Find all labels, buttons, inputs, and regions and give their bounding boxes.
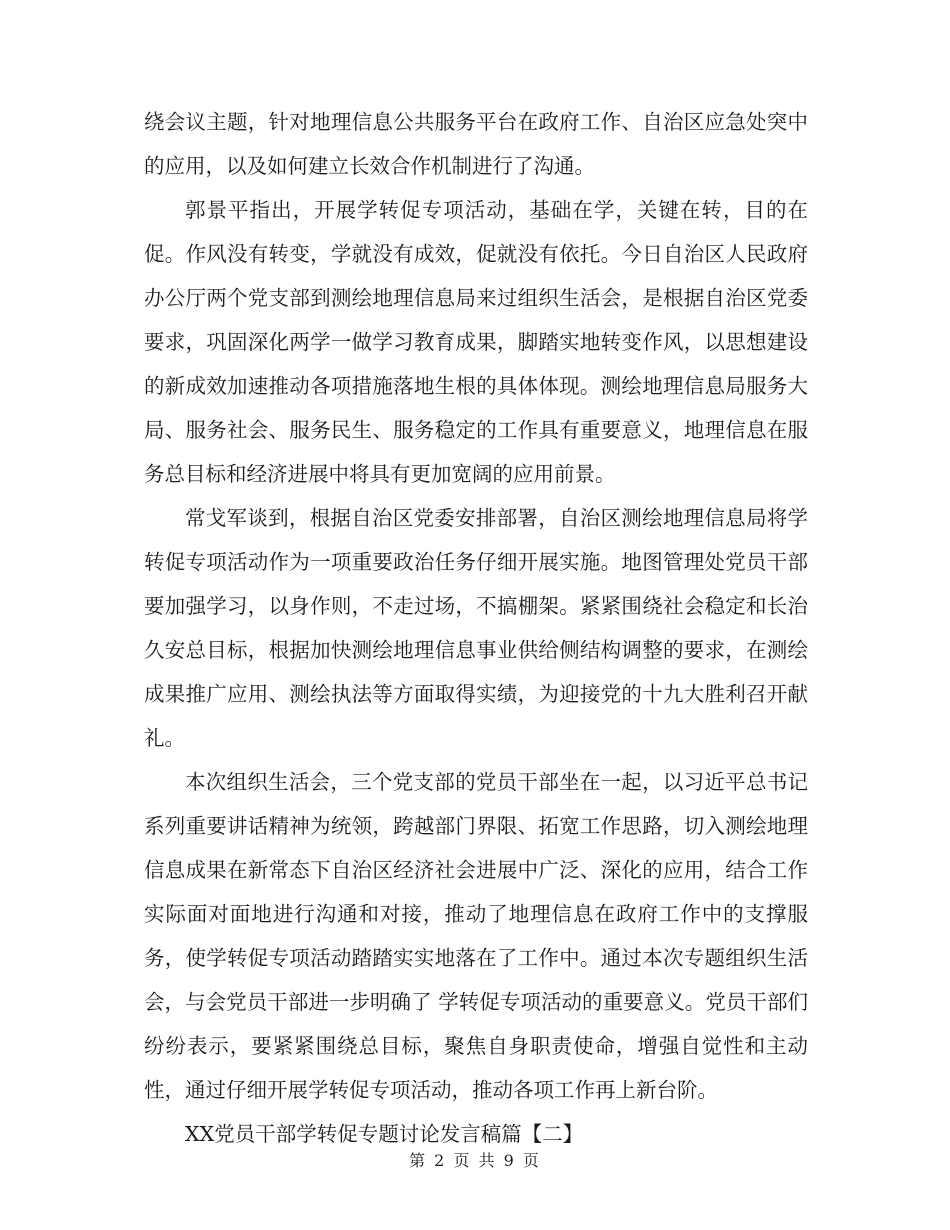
paragraph-continuation: 绕会议主题，针对地理信息公共服务平台在政府工作、自治区应急处突中的应用，以及如何建立长效合作机制进行了沟通。 xyxy=(144,110,808,178)
section-heading: XX党员干部学转促专题讨论发言稿篇【二】 xyxy=(185,1122,584,1146)
paragraph-meeting-summary: 本次组织生活会，三个党支部的党员干部坐在一起，以习近平总书记系列重要讲话精神为统领，跨越部门界限、拓宽工作思路，切入测绘地理信息成果在新常态下自治区经济社会进展中广泛、深化的应用，结合工作实际面对面地进行沟通和对接，推动了地理信息在政府工作中的支撑服务，使学转促专项活动踏踏实实地落在了工作中。通过本次专题组织生活会，与会党员干部进一步明确了 学转促专项活动的重要意义。党员干部们纷纷表示，要紧紧围绕总目标，聚焦自身职责使命，增强自觉性和主动性，通过仔细开展学转促专项活动，推动各项工作再上新台阶。 xyxy=(144,770,808,1102)
page-footer: 第 2 页 共 9 页 xyxy=(409,1151,541,1170)
paragraph-guo-jingping: 郭景平指出，开展学转促专项活动，基础在学，关键在转，目的在促。作风没有转变，学就没有成效，促就没有依托。今日自治区人民政府办公厅两个党支部到测绘地理信息局来过组织生活会，是根据自治区党委要求，巩固深化两学一做学习教育成果，脚踏实地转变作风，以思想建设的新成效加速推动各项措施落地生根的具体体现。测绘地理信息局服务大局、服务社会、服务民生、服务稳定的工作具有重要意义，地理信息在服务总目标和经济进展中将具有更加宽阔的应用前景。 xyxy=(144,198,808,486)
document-body xyxy=(144,100,808,1156)
paragraph-chang-gejun: 常戈军谈到，根据自治区党委安排部署，自治区测绘地理信息局将学转促专项活动作为一项重要政治任务仔细开展实施。地图管理处党员干部要加强学习，以身作则，不走过场，不搞棚架。紧紧围绕社会稳定和长治久安总目标，根据加快测绘地理信息事业供给侧结构调整的要求，在测绘成果推广应用、测绘执法等方面取得实绩，为迎接党的十九大胜利召开献礼。 xyxy=(144,506,808,750)
